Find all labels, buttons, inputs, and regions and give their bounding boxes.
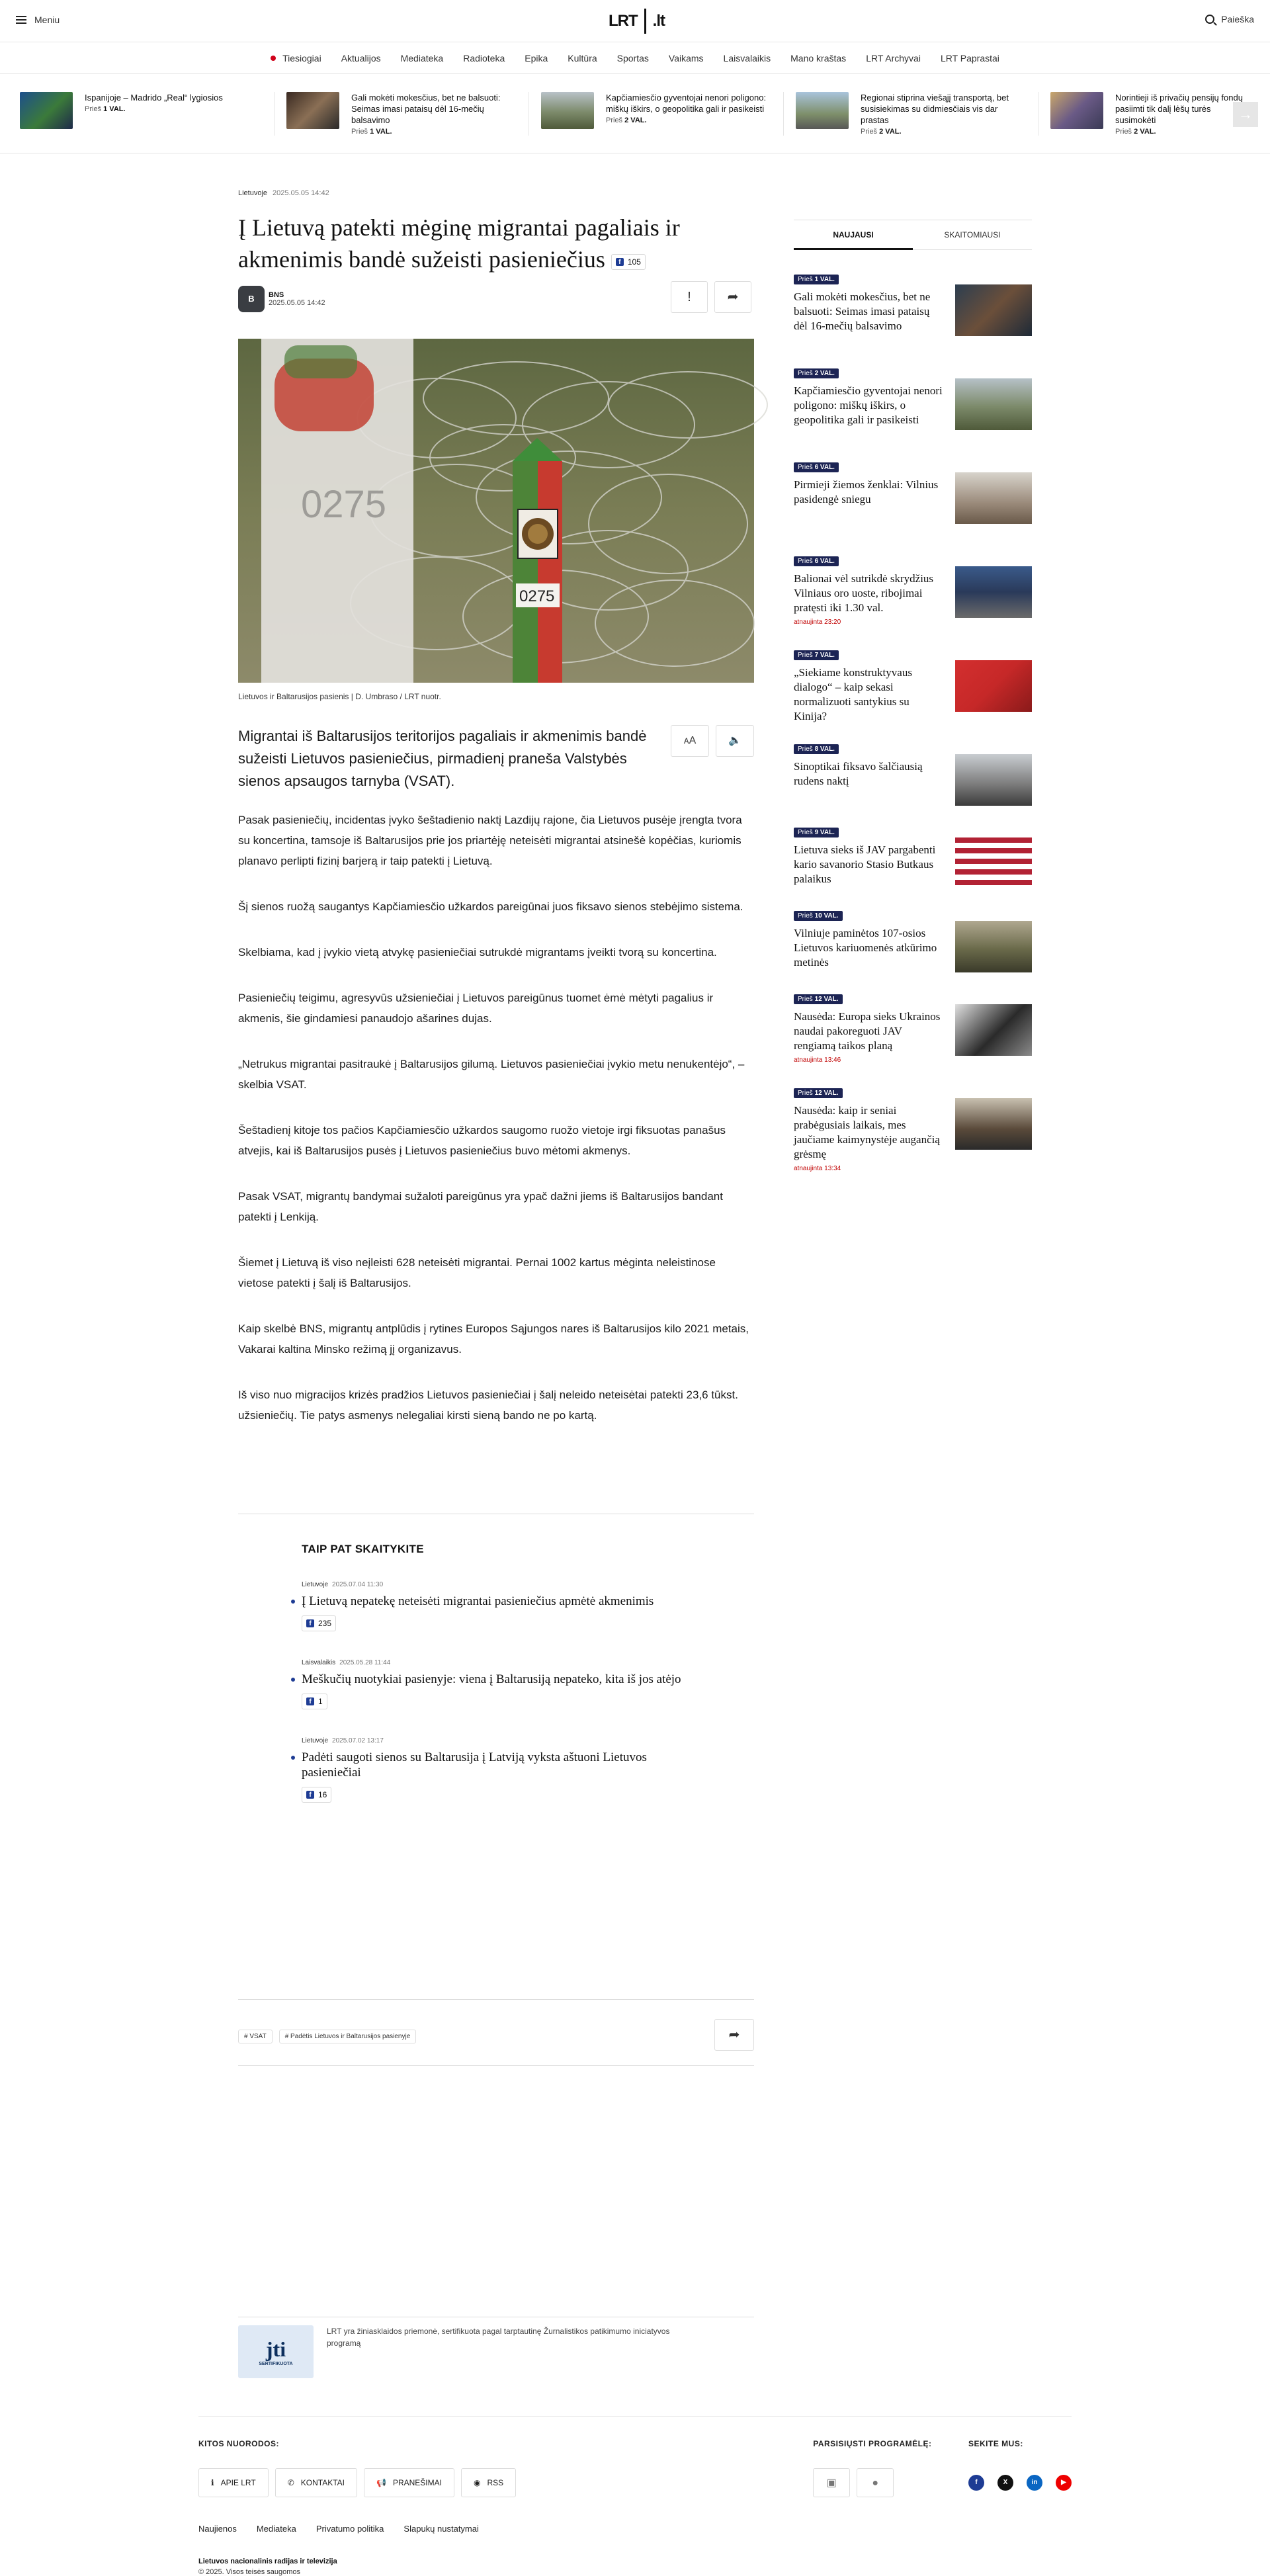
related-category: Lietuvoje: [302, 1737, 329, 1744]
footer-nav-item[interactable]: Mediateka: [256, 2524, 296, 2534]
related-title[interactable]: Padėti saugoti sienos su Baltarusija į Latviją vyksta aštuoni Lietuvos pasieniečiai: [302, 1750, 698, 1780]
time-value: 10 VAL.: [814, 912, 839, 920]
related-title[interactable]: Į Lietuvą nepatekę neteisėti migrantai pasieniečius apmėtė akmenimis: [302, 1594, 698, 1609]
ticker-next-arrow-icon[interactable]: →: [1233, 102, 1258, 127]
time-prefix: Prieš: [798, 996, 813, 1003]
ticker-time: [1115, 128, 1245, 136]
tab-newest[interactable]: NAUJAUSI: [794, 220, 913, 250]
sidebar-news-item[interactable]: [794, 554, 1032, 626]
time-prefix: Prieš: [798, 1090, 813, 1097]
image-caption: Lietuvos ir Baltarusijos pasienis | D. Umbraso / LRT nuotr.: [238, 692, 441, 701]
time-prefix: Prieš: [351, 127, 368, 136]
author-name[interactable]: BNS: [269, 291, 284, 299]
time-value: 2 VAL.: [1134, 127, 1156, 136]
ticker-time: [861, 128, 1026, 136]
lrt-logo[interactable]: [609, 9, 665, 34]
sidebar-item-title[interactable]: Nausėda: kaip ir seniai prabėgusiais laikais, mes jaučiame kaimynystėje augančią grėsmę: [794, 1104, 940, 1160]
time-prefix: Prieš: [85, 105, 102, 113]
time-badge: [794, 556, 839, 566]
report-button[interactable]: [671, 281, 708, 313]
time-value: 12 VAL.: [814, 996, 839, 1003]
time-value: 12 VAL.: [814, 1090, 839, 1097]
ticker-item[interactable]: [529, 92, 784, 136]
ticker-thumbnail: [286, 92, 339, 129]
announcements-button[interactable]: [364, 2468, 454, 2497]
time-value: 8 VAL.: [814, 746, 835, 753]
sidebar-item-title[interactable]: „Siekiame konstruktyvaus dialogo“ – kaip sekasi normalizuoti santykius su Kinija?: [794, 666, 912, 722]
sidebar-news-item[interactable]: [794, 273, 1032, 333]
main-content: [0, 153, 1270, 2576]
updated-label: atnaujinta 23:20: [794, 619, 841, 626]
article-category[interactable]: Lietuvoje: [238, 189, 268, 197]
font-size-icon: ᴀA: [683, 735, 697, 746]
time-badge: [794, 462, 839, 472]
nav-item[interactable]: Aktualijos: [341, 52, 381, 64]
fb-count: 16: [318, 1790, 327, 1799]
menu-button[interactable]: [16, 15, 60, 25]
sidebar-thumbnail: [955, 660, 1032, 712]
facebook-icon: f: [616, 258, 624, 266]
jti-text: LRT yra žiniasklaidos priemonė, sertifikuota pagal tarptautinę Žurnalistikos patikimumo iniciatyvos programą: [327, 2327, 670, 2348]
sidebar-item-title[interactable]: Pirmieji žiemos ženklai: Vilnius pasidengė sniegu: [794, 478, 939, 505]
ticker-time: [85, 105, 223, 113]
time-value: 1 VAL.: [370, 127, 392, 136]
time-prefix: Prieš: [798, 370, 813, 377]
speaker-icon: 🔈: [728, 735, 741, 746]
fb-count: 105: [627, 257, 641, 267]
time-badge: [794, 994, 843, 1004]
facebook-icon: f: [306, 1619, 314, 1627]
linkedin-icon[interactable]: in: [1027, 2475, 1042, 2491]
sidebar-thumbnail: [955, 472, 1032, 524]
nav-item[interactable]: Laisvalaikis: [723, 52, 771, 64]
phone-icon: ✆: [287, 2478, 294, 2487]
fb-count: 1: [318, 1697, 323, 1706]
time-prefix: Prieš: [798, 558, 813, 565]
contacts-button[interactable]: [275, 2468, 357, 2497]
ticker-item[interactable]: [20, 92, 275, 136]
sidebar-thumbnail: [955, 284, 1032, 336]
ticker-item[interactable]: [275, 92, 529, 136]
footer-links-label: KITOS NUORODOS:: [198, 2439, 279, 2448]
jti-logo-text: jti: [265, 2337, 286, 2361]
font-size-button[interactable]: [671, 725, 709, 757]
nav-item[interactable]: Radioteka: [463, 52, 505, 64]
facebook-share-count[interactable]: [302, 1787, 331, 1803]
share-button-bottom[interactable]: [714, 2019, 754, 2051]
nav-item[interactable]: Sportas: [616, 52, 649, 64]
article-title: [238, 212, 754, 275]
time-value: 1 VAL.: [814, 276, 835, 283]
ticker-time: [606, 116, 771, 124]
hamburger-icon: [16, 16, 26, 24]
author-block: [238, 286, 325, 312]
fb-count: 235: [318, 1619, 332, 1628]
sidebar-news-item[interactable]: [794, 648, 1032, 724]
svg-text:0275: 0275: [519, 587, 555, 605]
sidebar-news-item[interactable]: [794, 826, 1032, 886]
listen-button[interactable]: [716, 725, 754, 757]
sidebar-tabs: [794, 220, 1032, 250]
nav-item[interactable]: Kultūra: [568, 52, 597, 64]
news-ticker: [0, 74, 1270, 153]
facebook-share-count[interactable]: [611, 254, 646, 270]
sidebar-item-title[interactable]: Kapčiamiesčio gyventojai nenori poligono: miškų iškirs, o geopolitika gali ir pasikeisti: [794, 384, 943, 426]
megaphone-icon: 📢: [376, 2478, 386, 2487]
sidebar-item-title[interactable]: Balionai vėl sutrikdė skrydžius Vilniaus oro uoste, ribojimai pratęsti iki 1.30 val.: [794, 572, 934, 614]
nav-label: Tiesiogiai: [282, 52, 321, 64]
article-paragraph: Šiemet į Lietuvą iš viso neįleisti 628 neteisėti migrantai. Pernai 1002 kartus mėginta neleistinose vietose patekti į šalį iš Baltarusijos.: [238, 1256, 716, 1289]
sidebar-news-item[interactable]: [794, 992, 1032, 1064]
time-prefix: Prieš: [1115, 127, 1132, 136]
author-avatar: B: [238, 286, 265, 312]
sidebar-news-item[interactable]: [794, 460, 1032, 507]
ticker-time: [351, 128, 517, 136]
sidebar-news-item[interactable]: [794, 742, 1032, 789]
facebook-icon: f: [306, 1791, 314, 1799]
sidebar-thumbnail: [955, 378, 1032, 430]
facebook-share-count[interactable]: [302, 1694, 327, 1709]
border-post-photo: [238, 339, 754, 683]
sidebar-item-title[interactable]: Vilniuje paminėtos 107-osios Lietuvos kariuomenės atkūrimo metinės: [794, 927, 937, 968]
time-badge: [794, 368, 839, 378]
ticker-thumbnail: [1050, 92, 1103, 129]
footer-nav-item[interactable]: Privatumo politika: [316, 2524, 384, 2534]
article-paragraph: Pasak pasieniečių, incidentas įvyko šeštadienio naktį Lazdijų rajone, čia Lietuvos pusėje įrengta tvora su koncertina, tamsoje iš Baltarusijos prie jos priartėję neteisėti migrantai atsinešė kopėčias, kuriomis planavo perlipti fizinį barjerą ir taip patekti į Lietuvą.: [238, 814, 742, 867]
nav-item[interactable]: LRT Archyvai: [866, 52, 921, 64]
exclamation-icon: !: [687, 290, 691, 304]
time-value: 7 VAL.: [814, 652, 835, 659]
time-value: 2 VAL.: [879, 127, 902, 136]
menu-label: Meniu: [34, 15, 60, 25]
share-button[interactable]: [714, 281, 751, 313]
live-dot-icon: [271, 56, 276, 61]
article-paragraph: Kaip skelbė BNS, migrantų antplūdis į rytines Europos Sąjungos nares iš Baltarusijos kilo 2021 metais, Vakarai kaltina Minsko režimą jį organizavus.: [238, 1322, 749, 1355]
time-badge: [794, 1088, 843, 1098]
updated-label: atnaujinta 13:46: [794, 1056, 841, 1064]
divider: [238, 1999, 754, 2000]
time-badge: [794, 650, 839, 660]
sidebar-news-item[interactable]: [794, 909, 1032, 970]
ios-app-button[interactable]: [857, 2468, 894, 2497]
time-prefix: Prieš: [798, 746, 813, 753]
related-item[interactable]: [302, 1659, 698, 1709]
article-body: [238, 810, 754, 1451]
ticker-title: Norintieji iš privačių pensijų fondų pasiimti tik dalį lėšų turės susimokėti: [1115, 92, 1243, 125]
tag[interactable]: # VSAT: [238, 2030, 273, 2043]
time-prefix: Prieš: [798, 912, 813, 920]
jti-logo-sub: SERTIFIKUOTA: [259, 2362, 293, 2366]
nav-item[interactable]: Mediateka: [400, 52, 444, 64]
sidebar-thumbnail: [955, 754, 1032, 806]
x-icon[interactable]: X: [997, 2475, 1013, 2491]
related-item[interactable]: [302, 1737, 698, 1803]
sidebar-thumbnail: [955, 566, 1032, 618]
android-app-button[interactable]: [813, 2468, 850, 2497]
ticker-title: Ispanijoje – Madrido „Real“ lygiosios: [85, 92, 223, 103]
share-arrow-icon: ➦: [727, 290, 739, 304]
sidebar-thumbnail: [955, 1004, 1032, 1056]
time-value: 2 VAL.: [624, 116, 647, 124]
sidebar: [794, 220, 1032, 1172]
time-badge: [794, 275, 839, 284]
nav-item-live[interactable]: [271, 53, 321, 64]
sidebar-news-item[interactable]: [794, 1086, 1032, 1172]
copyright: © 2025. Visos teisės saugomos: [198, 2568, 301, 2576]
tab-most-read[interactable]: SKAITOMIAUSI: [944, 230, 1001, 239]
article-date: 2025.05.05 14:42: [273, 189, 329, 197]
article-paragraph: Šeštadienį kitoje tos pačios Kapčiamiesčio užkardos saugomo ruožo vietoje irgi fiksuotas panašus atvejis, kai iš Baltarusijos pusės į Lietuvos pasieniečius buvo mėtomi akmenys.: [238, 1124, 726, 1157]
social-label: SEKITE MUS:: [968, 2439, 1023, 2448]
youtube-icon[interactable]: ▶: [1056, 2475, 1072, 2491]
related-item[interactable]: [302, 1581, 698, 1631]
ticker-title: Regionai stiprina viešąjį transportą, bet susisiekimas su didmiesčiais vis dar prastas: [861, 92, 1009, 125]
nav-item[interactable]: Epika: [525, 52, 548, 64]
sidebar-news-item[interactable]: [794, 366, 1032, 427]
logo-text-left: LRT: [609, 12, 638, 30]
ticker-title: Gali mokėti mokesčius, bet ne balsuoti: Seimas imasi pataisų dėl 16-mečių balsavimo: [351, 92, 501, 125]
rss-button[interactable]: [461, 2468, 516, 2497]
related-date: 2025.07.04 11:30: [332, 1581, 384, 1588]
article-paragraph: Skelbiama, kad į įvykio vietą atvykę pasieniečiai sutrukdė migrantams įveikti tvorą su koncertina.: [238, 946, 717, 959]
jti-logo[interactable]: [238, 2325, 314, 2378]
article-paragraph: Pasieniečių teigimu, agresyvūs užsieniečiai į Lietuvos pareigūnus tuomet ėmė mėtyti pagalius ir akmenis, šie gindamiesi panaudojo ašarines dujas.: [238, 992, 714, 1025]
svg-text:0275: 0275: [301, 483, 387, 526]
related-title[interactable]: Meškučių nuotykiai pasienyje: viena į Baltarusiją nepateko, kita iš jos atėjo: [302, 1672, 698, 1687]
ticker-item[interactable]: [784, 92, 1038, 136]
article-title-text: Į Lietuvą patekti mėginę migrantai pagaliais ir akmenimis bandė sužeisti pasieniečius: [238, 214, 680, 273]
footer-nav-item[interactable]: Slapukų nustatymai: [403, 2524, 479, 2534]
article-meta: [238, 189, 329, 197]
sidebar-item-title[interactable]: Nausėda: Europa sieks Ukrainos naudai pakoreguoti JAV rengiamą taikos planą: [794, 1010, 941, 1052]
nav-item[interactable]: Mano kraštas: [790, 52, 847, 64]
time-prefix: Prieš: [798, 276, 813, 283]
time-value: 1 VAL.: [103, 105, 126, 113]
time-prefix: Prieš: [798, 652, 813, 659]
nav-item[interactable]: LRT Paprastai: [940, 52, 999, 64]
footer-link-label: APIE LRT: [220, 2478, 256, 2487]
time-prefix: Prieš: [798, 464, 813, 471]
sidebar-thumbnail: [955, 1098, 1032, 1150]
tag-list: [238, 2030, 416, 2043]
footer-link-label: RSS: [487, 2478, 504, 2487]
organization-name: Lietuvos nacionalinis radijas ir televizija: [198, 2557, 337, 2565]
article-paragraph: Šį sienos ruožą saugantys Kapčiamiesčio užkardos pareigūnai juos fiksavo sienos stebėjimo sistema.: [238, 900, 743, 913]
sidebar-thumbnail: [955, 837, 1032, 889]
about-button[interactable]: [198, 2468, 269, 2497]
time-prefix: Prieš: [798, 829, 813, 836]
time-value: 2 VAL.: [814, 370, 835, 377]
apple-icon: ●: [872, 2477, 879, 2489]
sidebar-item-title[interactable]: Sinoptikai fiksavo šalčiausią rudens naktį: [794, 760, 923, 787]
ticker-thumbnail: [541, 92, 594, 129]
ticker-thumbnail: [20, 92, 73, 129]
related-date: 2025.07.02 13:17: [332, 1737, 384, 1744]
time-badge: [794, 911, 843, 921]
jti-certification: [238, 2317, 754, 2378]
facebook-share-count[interactable]: [302, 1615, 336, 1631]
footer-link-label: PRANEŠIMAI: [392, 2478, 442, 2487]
time-value: 9 VAL.: [814, 829, 835, 836]
facebook-icon: f: [306, 1697, 314, 1705]
search-icon: [1205, 15, 1214, 24]
related-category: Laisvalaikis: [302, 1659, 336, 1666]
time-badge: [794, 828, 839, 837]
footer-nav-item[interactable]: Naujienos: [198, 2524, 237, 2534]
logo-divider: [644, 9, 646, 34]
divider: [238, 2065, 754, 2066]
article-paragraph: Iš viso nuo migracijos krizės pradžios Lietuvos pasieniečiai į šalį neleido neteisėtai patekti 23,6 tūkst. užsieniečių. Tie patys asmenys nelegaliai kirsti sieną bando ne po kartą.: [238, 1389, 738, 1422]
time-badge: [794, 744, 839, 754]
nav-item[interactable]: Vaikams: [668, 52, 704, 64]
rss-icon: ◉: [473, 2478, 481, 2487]
tag[interactable]: # Padėtis Lietuvos ir Baltarusijos pasienyje: [279, 2030, 417, 2043]
main-nav: [0, 42, 1270, 74]
search-label: Paieška: [1221, 14, 1254, 24]
apps-label: PARSISIŲSTI PROGRAMĖLĘ:: [813, 2439, 932, 2448]
ticker-thumbnail: [796, 92, 849, 129]
hero-image[interactable]: [238, 339, 754, 683]
info-icon: ℹ: [211, 2478, 214, 2487]
time-prefix: Prieš: [606, 116, 623, 124]
article-paragraph: Pasak VSAT, migrantų bandymai sužaloti pareigūnus yra ypač dažni jiems iš Baltarusijos bandant patekti į Lenkiją.: [238, 1190, 723, 1223]
updated-label: atnaujinta 13:34: [794, 1165, 841, 1172]
facebook-icon[interactable]: f: [968, 2475, 984, 2491]
android-icon: ▣: [826, 2477, 837, 2489]
time-prefix: Prieš: [861, 127, 878, 136]
top-bar: [0, 0, 1270, 42]
sidebar-item-title[interactable]: Lietuva sieks iš JAV pargabenti kario savanorio Stasio Butkaus palaikus: [794, 843, 936, 885]
footer: [198, 2416, 1072, 2576]
related-category: Lietuvoje: [302, 1581, 329, 1588]
related-date: 2025.05.28 11:44: [339, 1659, 391, 1666]
sidebar-item-title[interactable]: Gali mokėti mokesčius, bet ne balsuoti: Seimas imasi pataisų dėl 16-mečių balsavimo: [794, 290, 931, 332]
share-arrow-icon: ➦: [728, 2028, 740, 2042]
search-button[interactable]: [1205, 14, 1254, 24]
ticker-title: Kapčiamiesčio gyventojai nenori poligono: miškų iškirs, o geopolitika gali ir pasikeisti: [606, 92, 767, 114]
related-articles: [302, 1543, 698, 1830]
sidebar-thumbnail: [955, 921, 1032, 972]
logo-text-right: .lt: [652, 12, 665, 30]
footer-link-label: KONTAKTAI: [300, 2478, 345, 2487]
article-paragraph: „Netrukus migrantai pasitraukė į Baltarusijos gilumą. Lietuvos pasieniečiai įvykio metu nenukentėjo“, – skelbia VSAT.: [238, 1058, 745, 1091]
article-lead: Migrantai iš Baltarusijos teritorijos pagaliais ir akmenimis bandė sužeisti Lietuvos pasieniečius, pirmadienį praneša Valstybės sienos apsaugos tarnyba (VSAT).: [238, 728, 647, 789]
time-value: 6 VAL.: [814, 464, 835, 471]
time-value: 6 VAL.: [814, 558, 835, 565]
author-date: 2025.05.05 14:42: [269, 299, 325, 307]
ticker-item[interactable]: [1038, 92, 1257, 136]
related-heading: TAIP PAT SKAITYKITE: [302, 1543, 424, 1555]
